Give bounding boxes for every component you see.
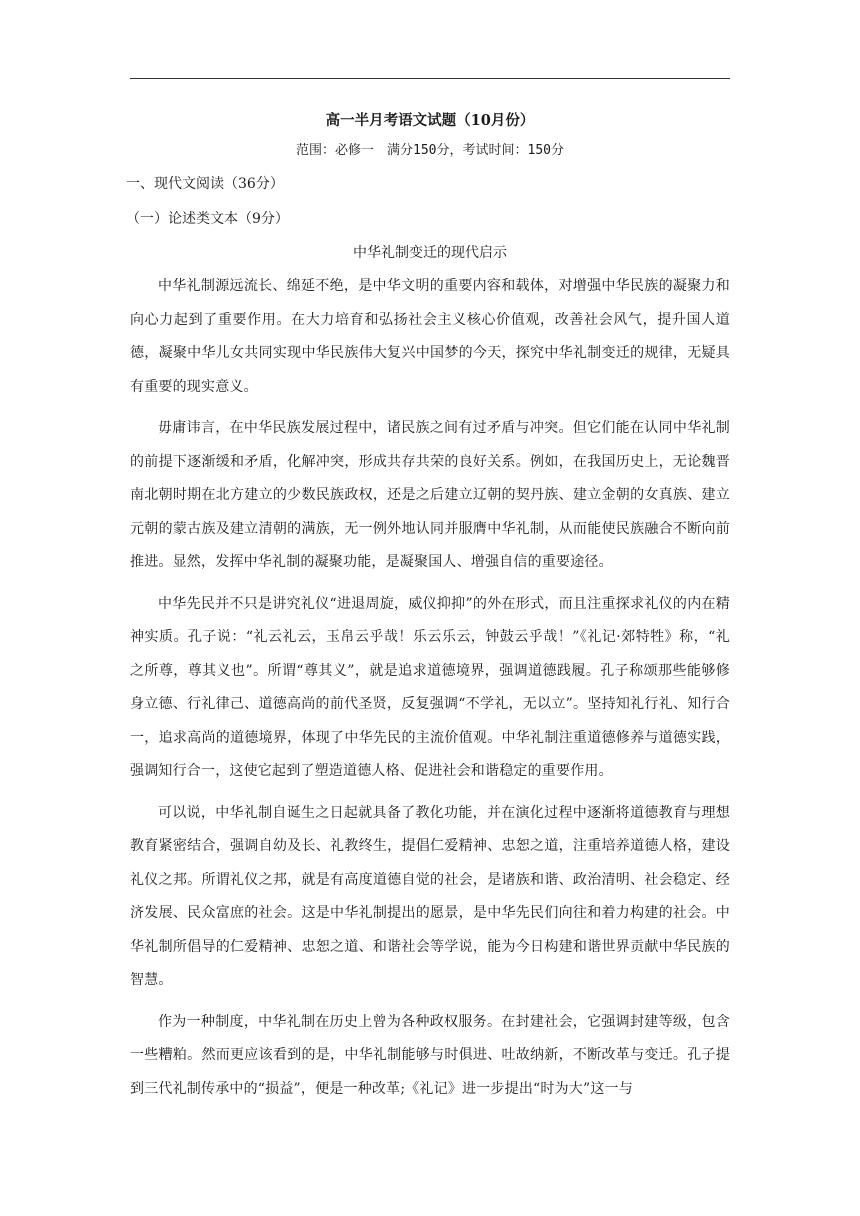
paragraph: 作为一种制度，中华礼制在历史上曾为各种政权服务。在封建社会，它强调封建等级，包含一些糟粕。然而更应该看到的是，中华礼制能够与时俱进、吐故纳新，不断改革与变迁。孔子提到三代礼制传承中的“损益”，便是一种改革;《礼记》进一步提出“时为大”这一与 bbox=[130, 1013, 730, 1097]
section-heading: 一、现代文阅读（36分） bbox=[126, 176, 284, 192]
paragraph: 中华先民并不只是讲究礼仪“进退周旋，威仪抑抑”的外在形式，而且注重探求礼仪的内在精神实质。孔子说：“礼云礼云，玉帛云乎哉！乐云乐云，钟鼓云乎哉！”《礼记·郊特牲》称，“礼之所尊，尊其义也”。所谓“尊其义”，就是追求道德境界，强调道德践履。孔子称颂那些能够修身立德、行礼律己、道德高尚的前代圣贤，反复强调“不学礼，无以立”。坚持知礼行礼、知行合一，追求高尚的道德境界，体现了中华先民的主流价值观。中华礼制注重道德修养与道德实践，强调知行合一，这使它起到了塑造道德人格、促进社会和谐稳定的重要作用。 bbox=[130, 595, 730, 779]
header-rule bbox=[130, 78, 730, 79]
article-title: 中华礼制变迁的现代启示 bbox=[353, 245, 507, 261]
exam-scope: 范围：必修一 满分150分，考试时间：150分 bbox=[296, 143, 564, 158]
exam-title: 高一半月考语文试题（10月份） bbox=[325, 112, 535, 129]
paragraph: 中华礼制源远流长、绵延不绝，是中华文明的重要内容和载体，对增强中华民族的凝聚力和向心力起到了重要作用。在大力培育和弘扬社会主义核心价值观，改善社会风气，提升国人道德，凝聚中华儿女共同实现中华民族伟大复兴中国梦的今天，探究中华礼制变迁的规律，无疑具有重要的现实意义。 bbox=[130, 278, 730, 395]
paragraph: 可以说，中华礼制自诞生之日起就具备了教化功能，并在演化过程中逐渐将道德教育与理想教育紧密结合，强调自幼及长、礼教终生，提倡仁爱精神、忠恕之道，注重培养道德人格，建设礼仪之邦。所谓礼仪之邦，就是有高度道德自觉的社会，是诸族和谐、政治清明、社会稳定、经济发展、民众富庶的社会。这是中华礼制提出的愿景，是中华先民们向往和着力构建的社会。中华礼制所倡导的仁爱精神、忠恕之道、和谐社会等学说，能为今日构建和谐世界贡献中华民族的智慧。 bbox=[130, 804, 730, 988]
document-page bbox=[126, 106, 730, 1114]
subsection-heading: （一）论述类文本（9分） bbox=[126, 211, 289, 227]
paragraph: 毋庸讳言，在中华民族发展过程中，诸民族之间有过矛盾与冲突。但它们能在认同中华礼制的前提下逐渐缓和矛盾，化解冲突，形成共存共荣的良好关系。例如，在我国历史上，无论魏晋南北朝时期在北方建立的少数民族政权，还是之后建立辽朝的契丹族、建立金朝的女真族、建立元朝的蒙古族及建立清朝的满族，无一例外地认同并服膺中华礼制，从而能使民族融合不断向前推进。显然，发挥中华礼制的凝聚功能，是凝聚国人、增强自信的重要途径。 bbox=[130, 420, 730, 570]
